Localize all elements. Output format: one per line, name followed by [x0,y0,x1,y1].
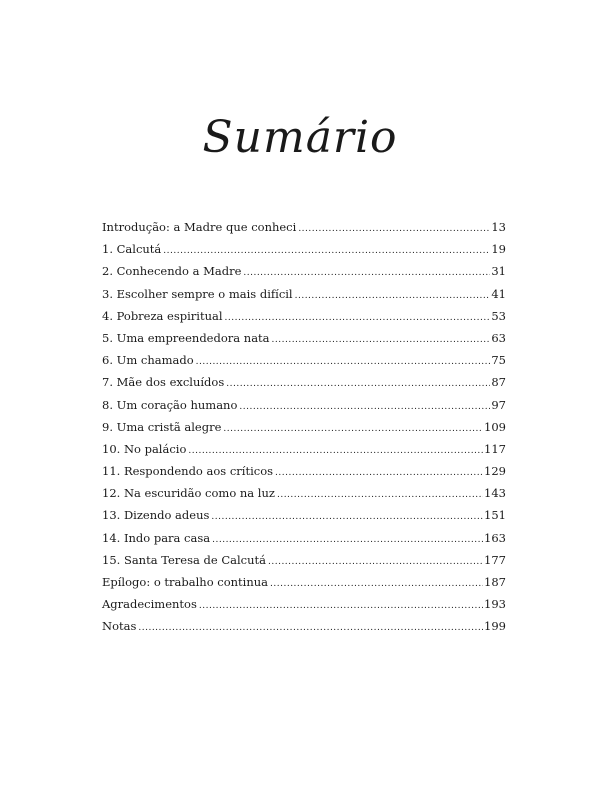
toc-entry [102,527,506,549]
toc-entry-page: 109 [484,419,506,434]
toc-dot-leader [212,529,483,551]
toc-entry-label: 9. Uma cristã alegre [102,419,222,434]
toc-entry-label: 13. Dizendo adeus [102,508,210,523]
toc-entry-page: 13 [491,220,506,234]
toc-entry-page: 199 [484,619,506,634]
toc-dot-leader [226,373,490,395]
toc-dot-leader [295,285,491,307]
toc-entry [102,460,506,482]
toc-entry-page: 151 [484,508,506,523]
toc-entry-label: 2. Conhecendo a Madre [102,264,242,279]
toc-dot-leader [196,351,491,373]
toc-entry [102,305,506,327]
toc-entry-page: 53 [491,308,506,323]
toc-entry-label: 4. Pobreza espiritual [102,308,223,323]
toc-dot-leader [199,595,483,617]
toc-entry-page: 187 [484,575,506,589]
toc-entry [102,571,506,593]
toc-entry-label: 7. Mãe dos excluídos [102,375,225,390]
toc-entry-page: 75 [491,353,506,368]
toc-entry-page: 193 [484,597,506,612]
toc-dot-leader [270,573,483,595]
toc-entry [102,394,506,416]
toc-entry-label: 1. Calcutá [102,242,162,257]
toc-dot-leader [223,418,483,440]
toc-entry-page: 41 [491,286,506,301]
toc-entry [102,283,506,305]
toc-dot-leader [225,307,491,329]
toc-dot-leader [163,240,490,262]
toc-entry-label: 10. No palácio [102,441,187,456]
toc-entry-page: 129 [484,464,506,479]
toc-dot-leader [211,506,483,528]
toc-entry-label: 14. Indo para casa [102,530,211,545]
toc-entry-page: 117 [484,441,506,456]
toc-entry [102,327,506,349]
toc-entry-page: 87 [491,375,506,390]
toc-entry-page: 31 [491,264,506,279]
toc-entry [102,615,506,637]
toc-entry-label: 11. Respondendo aos críticos [102,464,274,479]
toc-entry-page: 177 [484,552,506,567]
toc-dot-leader [239,396,490,418]
toc-entry [102,593,506,615]
toc-entry [102,438,506,460]
toc-entry [102,371,506,393]
toc-entry-label: Introdução: a Madre que conheci [102,220,297,234]
toc-entry [102,260,506,282]
toc-entry [102,482,506,504]
toc-entry-label: Notas [102,619,137,634]
page-title: Sumário [202,112,398,163]
toc-entry-page: 63 [491,330,506,345]
toc-entry [102,216,506,238]
toc-dot-leader [268,551,483,573]
toc-entry [102,549,506,571]
toc-dot-leader [275,462,483,484]
toc-dot-leader [272,329,491,351]
toc-entry-label: 12. Na escuridão como na luz [102,486,275,501]
toc-entry [102,349,506,371]
toc-entry-label: Epílogo: o trabalho continua [102,575,269,589]
toc-dot-leader [188,440,483,462]
toc-entry [102,238,506,260]
toc-entry-label: 8. Um coração humano [102,397,238,412]
toc-dot-leader [138,617,483,639]
toc-entry-page: 163 [484,530,506,545]
toc-entry-label: Agradecimentos [102,597,197,612]
toc-entry-label: 15. Santa Teresa de Calcutá [102,552,266,567]
toc-entry-page: 97 [491,397,506,412]
toc-entry-label: 5. Uma empreendedora nata [102,330,270,345]
toc-dot-leader [243,262,490,284]
table-of-contents [102,216,506,638]
toc-entry-page: 143 [484,486,506,501]
toc-dot-leader [277,484,483,506]
toc-entry [102,416,506,438]
toc-entry-page: 19 [491,242,506,257]
toc-entry-label: 6. Um chamado [102,353,194,368]
toc-dot-leader [298,218,490,240]
toc-entry [102,504,506,526]
toc-entry-label: 3. Escolher sempre o mais difícil [102,286,293,301]
